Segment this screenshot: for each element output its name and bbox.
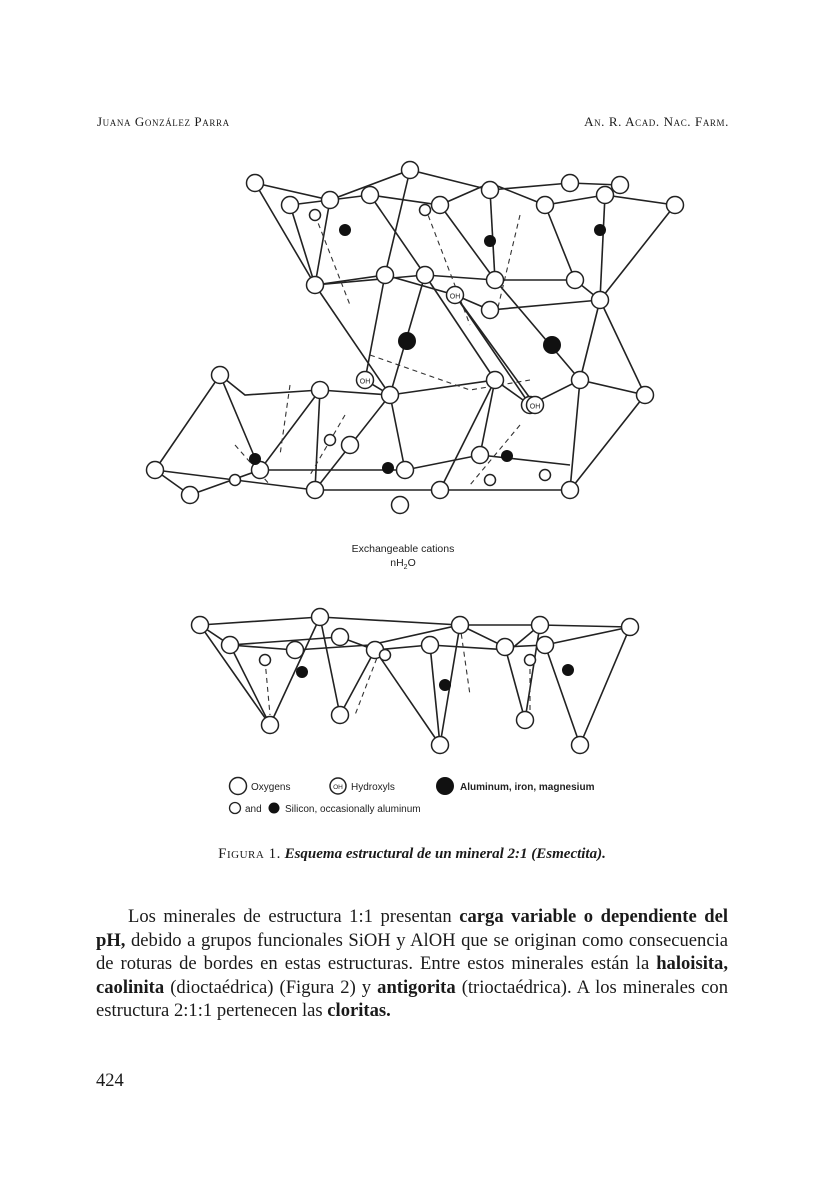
svg-text:Hydroxyls: Hydroxyls (351, 782, 395, 793)
svg-text:Aluminum, iron, magnesium: Aluminum, iron, magnesium (460, 782, 595, 793)
body-paragraph: Los minerales de estructura 1:1 presentan carga variable o dependiente del pH, debido a grupos funcionales SiOH y AlOH que se originan como consecuencia de roturas de bordes en estas estructuras. Entre estos minerales están la haloisita, caolinita (dioctaédrica) (Figura 2) y antigorita (trioctaédrica). A los minerales con estructura 2:1:1 pertenecen las cloritas. (96, 906, 728, 1021)
silicon-open-legend-icon (230, 803, 241, 814)
aluminum-legend-icon (436, 777, 454, 795)
svg-text:OH: OH (449, 293, 461, 301)
page-number: 424 (96, 1071, 124, 1091)
figure-caption (0, 846, 824, 863)
svg-text:and: and (245, 804, 262, 815)
running-header-author: Juana González Parra (97, 114, 230, 129)
oxygen-legend-icon (230, 778, 247, 795)
caption-text: Esquema estructural de un mineral 2:1 (Esmectita). (284, 846, 606, 862)
svg-text:OH: OH (333, 784, 343, 791)
svg-text:Silicon, occasionally aluminum: Silicon, occasionally aluminum (285, 804, 421, 815)
water-label: $nH_2O$ (390, 557, 416, 571)
running-header-journal: An. R. Acad. Nac. Farm. (584, 114, 729, 129)
svg-text:OH: OH (359, 378, 371, 386)
svg-text:Oxygens: Oxygens (251, 782, 291, 793)
smectite-structure-figure (140, 155, 700, 830)
figure-legend (230, 777, 595, 815)
silicon-filled-legend-icon (269, 803, 280, 814)
svg-text:OH: OH (529, 403, 541, 411)
exchangeable-cations-label: Exchangeable cations (351, 543, 455, 555)
caption-label: Figura 1. (218, 846, 281, 862)
